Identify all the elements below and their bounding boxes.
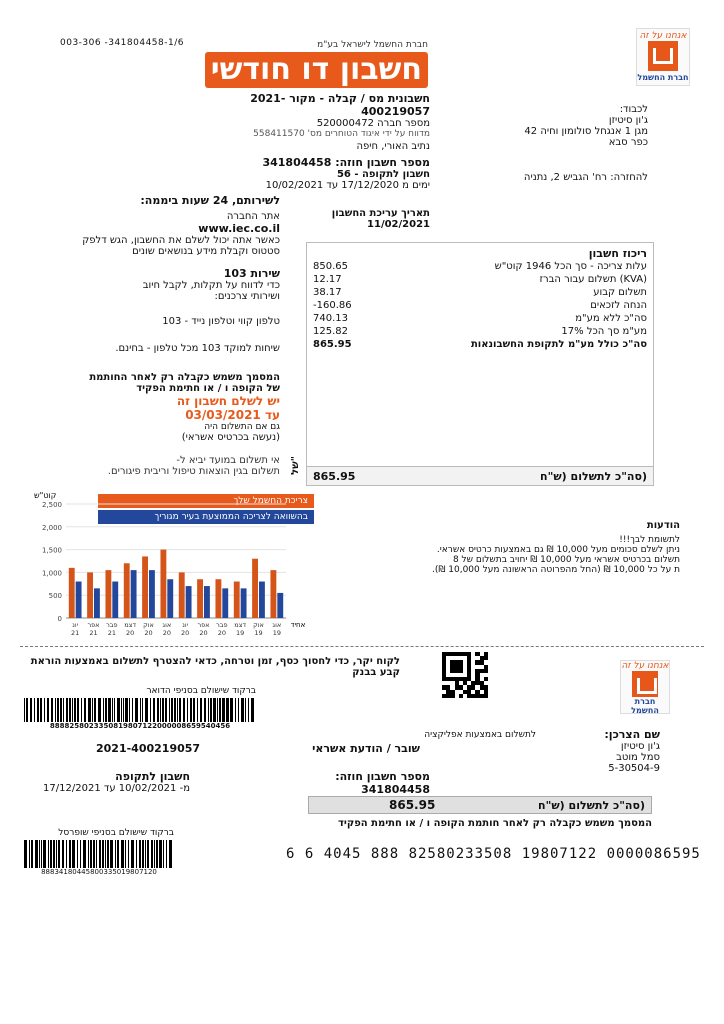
barcode-bar: [121, 840, 124, 868]
receipt-1: המסמך משמש כקבלה רק לאחר החותמת: [89, 372, 280, 383]
voucher-total-value: 865.95: [389, 798, 436, 812]
barcode-bar: [63, 698, 64, 722]
voucher-contract-label: מספר חשבון חוזה:: [335, 770, 430, 783]
y-axis-label: קוט"ש: [34, 491, 57, 500]
bar-average: [204, 586, 210, 618]
payment-qr-code[interactable]: [442, 652, 488, 698]
y-tick-label: 2,500: [41, 501, 62, 509]
barcode-bar: [29, 840, 30, 868]
barcode-bar: [72, 698, 73, 722]
bar-average: [76, 582, 82, 618]
summary-row-value: 740.13: [313, 313, 348, 324]
ocr-line: 6 6 4045 888 82580233508 19807122 0000086595: [286, 846, 701, 862]
bar-average: [241, 588, 247, 618]
barcode-bar: [84, 698, 86, 722]
barcode-bar: [159, 840, 162, 868]
logo-script: אנחנו על זה: [639, 31, 687, 41]
company-logo: [636, 28, 690, 86]
barcode-bar: [210, 698, 212, 722]
barcode-bar: [39, 840, 40, 868]
pay-until: עד 03/03/2021: [185, 408, 280, 422]
summary-total-bar: [307, 466, 653, 485]
barcode-bar: [58, 840, 60, 868]
barcode-bar: [40, 698, 43, 722]
barcode-bar: [53, 840, 56, 868]
barcode-bar: [92, 698, 93, 722]
summary-rows: [313, 260, 647, 351]
barcode-2-label: ברקוד שישולם בסניפי שופרסל: [58, 828, 174, 838]
summary-row-value: 38.17: [313, 287, 342, 298]
bar-yours: [160, 550, 166, 618]
x-tick-year: 20: [199, 629, 208, 637]
summary-total-label: (סה"כ לתשלום (ש"ח: [540, 469, 647, 483]
barcode-bar: [121, 698, 122, 722]
barcode-bar: [93, 840, 96, 868]
voucher-logo-script: אנחנו על זה: [621, 661, 669, 671]
barcode-bar: [238, 698, 240, 722]
s103-desc-1: כדי לדווח על תקלות, לקבל חיוב: [142, 280, 280, 291]
barcode-bar: [48, 840, 49, 868]
voucher-period-value: מ- 10/02/2021 עד 17/12/2021: [43, 783, 190, 794]
consumer-block: [560, 728, 660, 774]
barcode-bar: [51, 698, 54, 722]
barcode-bar: [96, 840, 97, 868]
voucher-invoice-no: 2021-400219057: [96, 742, 201, 755]
x-tick-year: 20: [144, 629, 153, 637]
service-title: לשירותם, 24 שעות ביממה:: [140, 194, 280, 207]
service-block: [50, 194, 280, 477]
barcode-bar: [94, 698, 96, 722]
barcode-bar: [156, 840, 158, 868]
barcode-bar: [204, 698, 207, 722]
address-line: נתיב האורי, חיפה: [356, 141, 430, 152]
x-tick-label: יונ: [72, 621, 79, 629]
barcode-bar: [163, 840, 164, 868]
barcode-bar: [80, 840, 82, 868]
y-tick-label: 2,000: [41, 523, 62, 532]
issue-block: [320, 208, 430, 230]
x-tick-label: אוג: [272, 621, 282, 629]
messages-line-1: ניתן לשלם סכומים מעל 10,000 ₪ גם באמצעות כרטיס אשראי.: [436, 545, 680, 555]
x-tick-label: אוג: [162, 621, 172, 629]
voucher-slip-label: שובר / הודעת אשראי: [312, 742, 420, 755]
x-tick-label: אפר: [87, 621, 100, 629]
messages-sub: לתשומת לבך!!!: [619, 535, 680, 545]
barcode-bar: [219, 698, 221, 722]
barcode-bar: [151, 840, 154, 868]
legend-average: בהשוואה לצריכה הממוצעת בעיר מגוריך: [98, 510, 314, 524]
bar-yours: [215, 579, 221, 618]
consumer-label: שם הצרכן:: [604, 728, 660, 741]
voucher-contract: [320, 770, 430, 796]
barcode-bar: [139, 840, 141, 868]
site-desc-2: סטטוס וקבלת מידע בנושאים שונים: [132, 246, 280, 257]
tear-line: [20, 646, 704, 647]
summary-row-value: 12.17: [313, 274, 342, 285]
summary-row-label: עלות צריכה - סך הכל 1946 קוט"ש: [494, 261, 647, 272]
bar-average: [167, 579, 173, 618]
barcode-bar: [37, 698, 39, 722]
y-tick-label: 1,000: [41, 569, 62, 578]
voucher-logo-caption: חברת החשמל: [631, 697, 659, 715]
recipient-to: לכבוד:: [619, 104, 648, 115]
summary-row-value: 125.82: [313, 326, 348, 337]
barcode-2-bars: [24, 840, 174, 868]
barcode-bar: [62, 840, 65, 868]
x-tick-year: 21: [89, 629, 98, 637]
x-tick-label: אוק: [143, 621, 154, 629]
barcode-bar: [24, 698, 25, 722]
barcode-bar: [197, 698, 198, 722]
summary-row: [313, 312, 647, 325]
barcode-bar: [147, 840, 149, 868]
site-desc-1: כאשר אתה יכול לשלם את החשבון, הגש דלפק: [82, 235, 280, 246]
x-tick-year: 20: [181, 629, 190, 637]
consumer-code-label: סמל מוטב: [616, 752, 660, 763]
barcode-bar: [169, 698, 170, 722]
barcode-bar: [44, 698, 45, 722]
barcode-bar: [145, 840, 146, 868]
side-mark: של": [289, 456, 301, 475]
barcode-bar: [142, 840, 145, 868]
s103-desc-2: ושירותי צרכנים:: [214, 291, 280, 302]
pay-title: יש לשלם חשבון זה: [176, 394, 280, 408]
x-tick-label: דצמ: [234, 621, 247, 629]
barcode-bar: [165, 698, 168, 722]
bar-yours: [87, 572, 93, 618]
x-tick-year: 21: [107, 629, 116, 637]
site-url[interactable]: www.iec.co.il: [198, 222, 280, 235]
barcode-bar: [227, 698, 229, 722]
barcode-bar: [35, 840, 38, 868]
barcode-bar: [77, 840, 78, 868]
recipient-street: מגן 1 אנגחל סולומון וחיה 42: [524, 126, 648, 137]
pay-note: גם אם התשלום היה: [204, 422, 280, 432]
barcode-bar: [162, 698, 164, 722]
barcode-bar: [24, 840, 27, 868]
x-tick-year: 19: [236, 629, 245, 637]
barcode-bar: [222, 698, 225, 722]
invoice-header: [190, 92, 430, 191]
x-tick-label: דצמ: [124, 621, 137, 629]
summary-row-value: 865.95: [313, 339, 352, 350]
barcode-bar: [174, 698, 177, 722]
consumption-chart: [30, 490, 306, 640]
barcode-bar: [135, 698, 138, 722]
tagline: חברת החשמל לישראל בע"מ: [317, 40, 428, 50]
recipient-block: [520, 104, 648, 148]
summary-row: [313, 273, 647, 286]
barcode-bar: [136, 840, 137, 868]
bar-average: [222, 588, 228, 618]
recipient-city: כפר סבא: [608, 137, 648, 148]
bar-yours: [142, 556, 148, 618]
brand-block: [160, 40, 428, 88]
barcode-bar: [129, 698, 130, 722]
legend-yours: צריכת החשמל שלך: [98, 494, 314, 508]
summary-title: ריכוז חשבון: [588, 247, 647, 260]
barcode-bar: [208, 698, 209, 722]
phone-line: טלפון קווי וטלפון נייד - 103: [162, 316, 280, 327]
barcode-bar: [43, 840, 46, 868]
barcode-bar: [157, 698, 160, 722]
barcode-bar: [154, 840, 155, 868]
summary-row: [313, 299, 647, 312]
x-tick-year: 20: [217, 629, 226, 637]
logo-caption: חברת החשמל: [637, 73, 689, 82]
barcode-bar: [60, 698, 63, 722]
barcode-bar: [235, 698, 236, 722]
voucher-stamp-note: המסמך משמש כקבלה רק לאחר חותמת הקופה ו / או חתימת הפקיד: [338, 818, 652, 829]
summary-row-label: תשלום קבוע: [593, 287, 647, 298]
barcode-bar: [171, 698, 173, 722]
barcode-bar: [99, 840, 101, 868]
doc-codes: 003-306 -341804458-1/6: [60, 38, 184, 48]
bar-yours: [69, 568, 75, 618]
receipt-2: של הקופה ו / או חתימת הפקיד: [136, 383, 280, 394]
summary-row: [313, 260, 647, 273]
x-tick-label: אוק: [253, 621, 264, 629]
qr-module: [484, 694, 488, 698]
barcode-bar: [160, 698, 161, 722]
bar-yours: [179, 572, 185, 618]
barcode-bar: [57, 698, 59, 722]
barcode-2-digits: 8883418044580033501980712​0: [41, 868, 157, 876]
barcode-bar: [55, 698, 56, 722]
x-tick-year: 20: [162, 629, 171, 637]
barcode-bar: [145, 698, 148, 722]
barcode-bar: [251, 698, 254, 722]
barcode-bar: [131, 840, 134, 868]
late-1: אי תשלום במועד יביא ל-: [176, 455, 280, 466]
barcode-bar: [31, 840, 33, 868]
voucher-total-label: (סה"כ לתשלום (ש"ח: [538, 798, 645, 812]
qr-caption: לתשלום באמצעות אפליקציה: [424, 730, 536, 740]
x-tick-year: 19: [272, 629, 281, 637]
x-tick-label: פבר: [106, 621, 118, 629]
barcode-bar: [90, 840, 92, 868]
summary-row: [313, 325, 647, 338]
barcode-bar: [190, 698, 192, 722]
voucher-logo-icon: [632, 671, 658, 697]
x-tick-year: 20: [126, 629, 135, 637]
days-line: ימים מ 17/12/2020 עד 10/02/2021: [265, 180, 430, 191]
barcode-bar: [153, 698, 155, 722]
summary-row-label: מע"מ סך הכל 17%: [561, 326, 647, 337]
barcode-bar: [66, 840, 67, 868]
barcode-bar: [245, 698, 246, 722]
y-tick-label: 1,500: [41, 546, 62, 555]
consumer-name: ג'ון סיטיזן: [620, 741, 660, 752]
bar-average: [259, 582, 265, 618]
barcode-bar: [105, 698, 107, 722]
barcode-bar: [226, 698, 227, 722]
x-tick-label: פבר: [216, 621, 228, 629]
barcode-bar: [83, 840, 86, 868]
barcode-bar: [88, 698, 91, 722]
x-tick-year: 19: [254, 629, 263, 637]
barcode-bar: [187, 698, 188, 722]
barcode-bar: [150, 698, 151, 722]
barcode-bar: [117, 698, 120, 722]
bar-average: [94, 588, 100, 618]
barcode-bar: [26, 698, 28, 722]
site-label: אתר החברה: [226, 211, 280, 222]
barcode-1-bars: [24, 698, 256, 722]
brand-title: חשבון דו חודשי: [205, 52, 428, 88]
barcode-bar: [34, 698, 35, 722]
barcode-bar: [105, 840, 106, 868]
voucher-period: [40, 770, 190, 794]
barcode-bar: [56, 840, 57, 868]
bar-yours: [124, 563, 130, 618]
summary-row: [313, 338, 647, 351]
bar-average: [186, 586, 192, 618]
messages-title: הודעות: [646, 520, 680, 531]
period-line: חשבון לתקופה - 56: [336, 169, 430, 180]
barcode-bar: [217, 698, 218, 722]
barcode-bar: [41, 840, 43, 868]
barcode-bar: [74, 698, 76, 722]
recipient-name: ג'ון סיטיזן: [608, 115, 648, 126]
barcode-bar: [123, 698, 125, 722]
messages-line-2: תשלום בכרטיס אשראי מעל 10,000 ₪ יחויב בתשלום של 8: [452, 555, 680, 565]
barcode-bar: [103, 698, 104, 722]
bar-average: [277, 593, 283, 618]
messages-block: [430, 520, 680, 575]
barcode-bar: [107, 840, 109, 868]
doc-type-line: חשבונית מס / קבלה - מקור 2021-400219057: [250, 92, 430, 118]
barcode-bar: [69, 698, 72, 722]
barcode-bar: [213, 698, 216, 722]
bar-yours: [234, 582, 240, 618]
barcode-bar: [102, 840, 105, 868]
barcode-bar: [169, 840, 172, 868]
x-tick-label: יונ: [182, 621, 189, 629]
barcode-bar: [72, 840, 75, 868]
summary-row: [313, 286, 647, 299]
consumer-code: 5-30504-9: [608, 763, 660, 774]
barcode-1-digits: 8888258023350819807122000008659540456: [49, 722, 231, 730]
voucher-period-label: חשבון לתקופה: [115, 770, 190, 783]
late-2: תשלום בגין הוצאות טיפול וריבית פיגורים.: [107, 466, 280, 477]
bar-average: [112, 582, 118, 618]
barcode-bar: [66, 698, 68, 722]
barcode-bar: [112, 698, 113, 722]
barcode-bar: [117, 840, 119, 868]
barcode-bar: [128, 840, 130, 868]
x-axis-right-label: אחיד: [290, 621, 306, 629]
issue-label: תאריך עריכת החשבון: [331, 208, 430, 219]
barcode-bar: [241, 698, 244, 722]
barcode-bar: [166, 840, 168, 868]
bar-yours: [270, 570, 276, 618]
y-tick-label: 0: [57, 615, 62, 623]
barcode-bar: [98, 698, 101, 722]
barcode-bar: [230, 698, 233, 722]
barcode-2: [24, 828, 174, 876]
barcode-bar: [88, 840, 89, 868]
barcode-bar: [183, 698, 186, 722]
summary-row-value: 850.65: [313, 261, 348, 272]
summary-row-label: הנחה לזכאים: [590, 300, 647, 311]
barcode-bar: [177, 698, 178, 722]
barcode-bar: [69, 840, 71, 868]
barcode-bar: [81, 698, 82, 722]
voucher-contract-value: 341804458: [361, 783, 430, 796]
bar-yours: [197, 579, 203, 618]
barcode-bar: [125, 840, 126, 868]
summary-row-label: סה"כ ללא מע"מ: [575, 313, 647, 324]
messages-line-3: ת על כל 10,000 ₪ (החל מהפרוטה הראשונה מעל 10,000 ₪).: [431, 565, 680, 575]
y-tick-label: 500: [48, 592, 62, 601]
summary-row-value: -160.86: [313, 300, 352, 311]
logo-icon: [648, 41, 678, 71]
barcode-bar: [248, 698, 250, 722]
barcode-bar: [140, 698, 141, 722]
barcode-1: [24, 686, 256, 730]
barcode-bar: [193, 698, 196, 722]
barcode-bar: [132, 698, 134, 722]
summary-total-value: 865.95: [313, 469, 356, 483]
barcode-bar: [200, 698, 202, 722]
summary-box: [306, 242, 654, 486]
return-address: להחזרה: רח' הגביש 2, נתניה: [523, 172, 648, 183]
pay-credit: (נעשה בכרטיס אשראי): [181, 432, 280, 443]
barcode-bar: [179, 698, 181, 722]
bar-yours: [252, 559, 258, 618]
barcode-1-label: ברקוד שישולם בסניפי הדואר: [146, 686, 256, 696]
x-tick-year: 21: [71, 629, 80, 637]
barcode-bar: [125, 698, 128, 722]
barcode-bar: [30, 698, 33, 722]
company-number: מספר חברה 520000472: [316, 118, 430, 129]
barcode-bar: [77, 698, 80, 722]
barcode-bar: [142, 698, 144, 722]
barcode-bar: [115, 840, 116, 868]
barcode-bar: [47, 698, 49, 722]
barcode-bar: [114, 698, 116, 722]
contract-line: מספר חשבון חוזה: 341804458: [262, 156, 430, 169]
save-line: לקוח יקר, כדי לחסוך כסף, זמן וטרחה, כדאי להצטרף לתשלום באמצעות הוראת קבע בבנק: [30, 656, 400, 678]
summary-row-label: סה"כ כולל מע"מ לתקופת החשבונאות: [470, 339, 647, 350]
reporter-line: מדווח על ידי איגוד הטוחרים מס' 558411570: [253, 129, 430, 139]
barcode-bar: [50, 840, 52, 868]
bar-average: [131, 570, 137, 618]
barcode-bar: [110, 840, 113, 868]
voucher-logo: [620, 660, 670, 714]
x-tick-label: אפר: [197, 621, 210, 629]
summary-row-label: (KVA) תשלום עבור הברז: [539, 274, 647, 285]
voucher-total-box: [308, 796, 652, 814]
barcode-bar: [108, 698, 111, 722]
s103-title: שירות 103: [223, 267, 280, 280]
free-line: שיחות למוקד 103 מכל טלפון - בחינם.: [115, 343, 280, 354]
bar-yours: [105, 570, 111, 618]
bar-average: [149, 570, 155, 618]
issue-date: 11/02/2021: [367, 219, 430, 230]
